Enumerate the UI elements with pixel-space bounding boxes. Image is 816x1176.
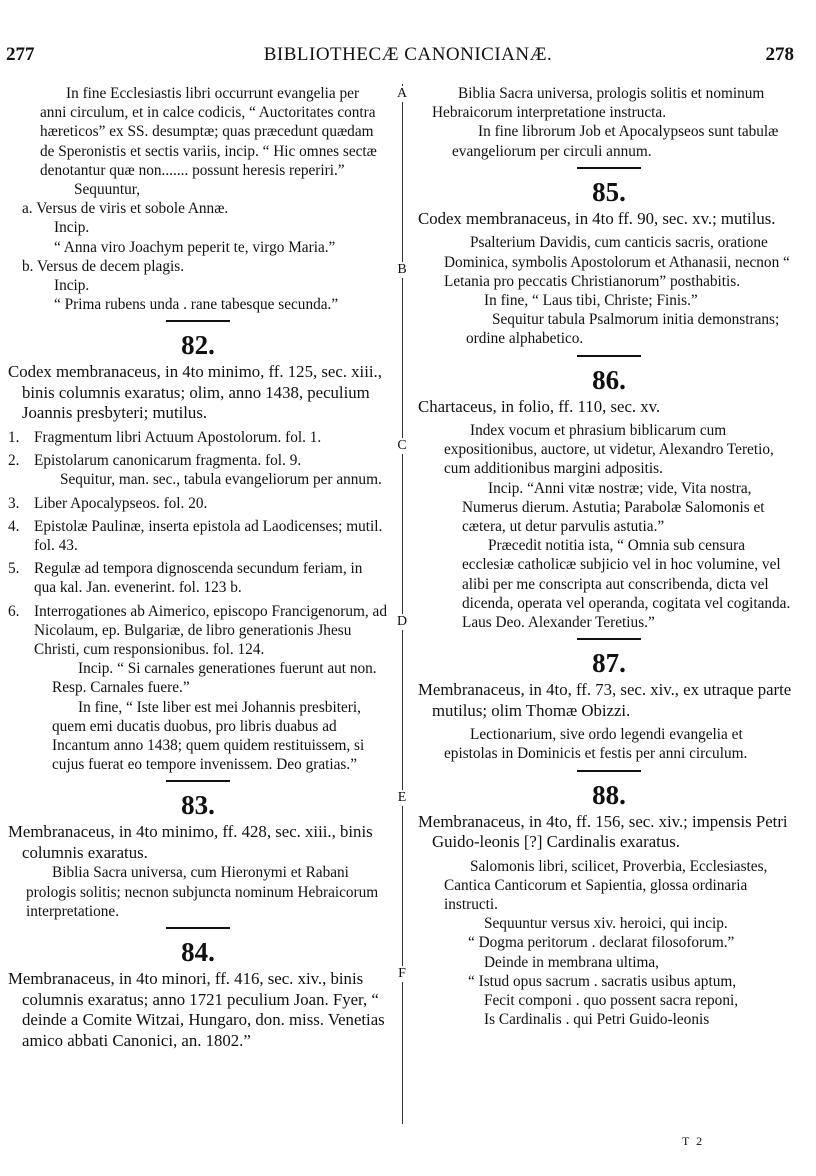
s82-item-6 (8, 602, 388, 660)
item-a-quote: “ Anna viro Joachym peperit te, virgo Maria.” (54, 238, 336, 256)
item-b (8, 257, 388, 276)
section-88-body: Salomonis libri, scilicet, Proverbia, Ecclesiastes, Cantica Canticorum et Sapientia, glossa ordinaria instructi. (444, 857, 768, 914)
item-a-text: Versus de viris et sobole Annæ. (36, 200, 229, 218)
left-column (8, 84, 388, 1051)
margin-letter-a: A (393, 86, 411, 102)
section-rule (166, 320, 230, 322)
item-number: 4. (8, 517, 20, 535)
margin-letter-d: D (393, 614, 411, 630)
item-number: 1. (8, 428, 20, 446)
margin-letter-e: E (393, 790, 411, 806)
item-a-incip: Incip. (54, 219, 90, 237)
section-number-85: 85. (592, 176, 626, 207)
section-87-description: Membranaceus, in 4to, ff. 73, sec. xiv., ex utraque parte mutilus; olim Thomæ Obizzi. (418, 680, 792, 720)
running-header (0, 44, 816, 74)
item-a (8, 199, 388, 218)
item-number: 3. (8, 494, 20, 512)
section-number-84: 84. (181, 937, 215, 967)
item-b-incip: Incip. (54, 277, 90, 295)
section-number-88: 88. (592, 779, 626, 810)
item-number: 6. (8, 602, 20, 620)
section-86-body: Index vocum et phrasium biblicarum cum expositionibus, auctore, ut videtur, Alexandro Teretio, cum additionibus margini adpositis. (444, 422, 774, 478)
signature-mark: T 2 (682, 1134, 705, 1148)
item-text: Regulæ ad tempora dignoscenda secundum feriam, in qua kal. Jan. evenerint. fol. 123 b. (34, 560, 363, 597)
section-number-87: 87. (592, 648, 626, 679)
margin-letter-f: F (393, 966, 411, 982)
section-85-description: Codex membranaceus, in 4to ff. 90, sec. xv.; mutilus. (418, 208, 776, 228)
margin-letter-b: B (393, 262, 411, 278)
s82-fine: In fine, “ Iste liber est mei Johannis presbiteri, quem emi ducatis duobus, pro libris duabus ad Incantum anno 1438; quem quidem restituissem, si cujus fuerat eo tempore invenissem. Deo gratias.” (52, 698, 365, 774)
section-84-description: Membranaceus, in 4to minori, ff. 416, sec. xiv., binis columnis exaratus; anno 1721 peculium Joan. Fyer, “ deinde a Comite Witzai, Hungaro, don. miss. Venetias amico abbati Canonici, an. 1802.” (8, 969, 385, 1050)
section-number-82: 82. (181, 330, 215, 361)
section-rule (166, 780, 230, 782)
s82-item-3 (8, 494, 388, 513)
section-88-quote-2c: Is Cardinalis . qui Petri Guido-leonis (484, 1011, 710, 1029)
s82-item-2-note: Sequitur, man. sec., tabula evangeliorum per annum. (60, 471, 382, 489)
item-b-text: Versus de decem plagis. (37, 257, 185, 275)
section-85-body: Psalterium Davidis, cum canticis sacris, oratione Dominica, symbolis Apostolorum et Athanasii, necnon “ Letania pro peccatis Christianorum” posthabitis. (444, 234, 790, 290)
section-82-description: Codex membranaceus, in 4to minimo, ff. 125, sec. xiii., binis columnis exaratus; olim, anno 1438, peculium Joannis presbyteri; mutilus. (8, 362, 382, 423)
item-text: Epistolarum canonicarum fragmenta. fol. 9. (34, 452, 302, 470)
item-number: 5. (8, 560, 20, 578)
section-rule (577, 167, 641, 169)
item-a-label: a. (22, 200, 33, 218)
continued-note: In fine librorum Job et Apocalypseos sunt tabulæ evangeliorum per circuli annum. (452, 123, 779, 160)
item-text: Fragmentum libri Actuum Apostolorum. fol. 1. (34, 428, 322, 446)
section-88-quote-2a: “ Istud opus sacrum . sacratis usibus aptum, (468, 972, 737, 990)
margin-letter-c: C (393, 438, 411, 454)
item-number: 2. (8, 452, 20, 470)
sequuntur: Sequuntur, (74, 181, 141, 199)
intro-paragraph: In fine Ecclesiastis libri occurrunt evangelia per anni circulum, et in calce codicis, “ Auctoritates contra hæreticos” ex SS. desumptæ; quas præcedunt quædam de Speronistis et sectis variis, incip. “ Hic omnes sectæ denotantur quæ non....... possunt heresis reperiri.” (40, 85, 377, 179)
continued-paragraph: Biblia Sacra universa, prologis solitis et nominum Hebraicorum interpretatione instructa. (432, 85, 765, 122)
section-86-description: Chartaceus, in folio, ff. 110, sec. xv. (418, 396, 661, 416)
item-text: Epistolæ Paulinæ, inserta epistola ad Laodicenses; mutil. fol. 43. (34, 517, 383, 554)
item-b-quote: “ Prima rubens unda . rane tabesque secunda.” (54, 296, 339, 314)
section-85-seq: Sequitur tabula Psalmorum initia demonstrans; ordine alphabetico. (466, 311, 780, 348)
section-rule (577, 638, 641, 640)
section-83-description: Membranaceus, in 4to minimo, ff. 428, sec. xiii., binis columnis exaratus. (8, 822, 373, 862)
item-text: Liber Apocalypseos. fol. 20. (34, 494, 208, 512)
item-b-label: b. (22, 257, 34, 275)
s82-item-5 (8, 559, 388, 597)
right-column (418, 84, 800, 1030)
s82-item-1 (8, 428, 388, 447)
section-88-quote-2b: Fecit componi . quo possent sacra reponi, (484, 992, 739, 1010)
right-page-number: 278 (765, 44, 794, 65)
s82-item-2 (8, 451, 388, 470)
section-88-description: Membranaceus, in 4to, ff. 156, sec. xiv.; impensis Petri Guido-leonis [?] Cardinalis exaratus. (418, 811, 788, 852)
section-86-praecedit: Præcedit notitia ista, “ Omnia sub censura ecclesiæ catholicæ subjicio vel in hoc volumine, vel alibi per me conscripta aut conscribenda, dicta vel dicenda, operata vel operanda, cogitata vel cogitanda. Laus Deo. Alexander Teretius.” (462, 537, 791, 632)
item-text: Interrogationes ab Aimerico, episcopo Francigenorum, ad Nicolaum, ep. Bulgariæ, de libro generationis Jhesu Christi, cum responsionibus. fol. 124. (34, 602, 387, 658)
section-rule (577, 770, 641, 772)
section-88-seq: Sequuntur versus xiv. heroici, qui incip. (484, 915, 728, 933)
section-87-body: Lectionarium, sive ordo legendi evangelia et epistolas in Dominicis et festis per anni circulum. (444, 726, 748, 763)
section-88-quote-1: “ Dogma peritorum . declarat filosoforum.” (468, 934, 735, 952)
s82-incip: Incip. “ Si carnales generationes fuerunt aut non. Resp. Carnales fuere.” (52, 660, 377, 697)
section-number-83: 83. (181, 790, 215, 821)
section-rule (166, 927, 230, 929)
running-title: BIBLIOTHECÆ CANONICIANÆ. (263, 44, 553, 65)
section-88-deinde: Deinde in membrana ultima, (484, 953, 660, 971)
s82-item-4 (8, 517, 388, 555)
section-86-incip: Incip. “Anni vitæ nostræ; vide, Vita nostra, Numerus dierum. Astutia; Parabolæ Salomonis et cætera, ut detur parvulis astutia.” (462, 479, 765, 536)
section-rule (577, 355, 641, 357)
section-85-fine: In fine, “ Laus tibi, Christe; Finis.” (484, 291, 698, 309)
left-page-number: 277 (6, 44, 35, 65)
section-number-86: 86. (592, 364, 626, 395)
section-83-body: Biblia Sacra universa, cum Hieronymi et Rabani prologis solitis; necnon subjuncta nominum Hebraicorum interpretatione. (26, 864, 379, 920)
